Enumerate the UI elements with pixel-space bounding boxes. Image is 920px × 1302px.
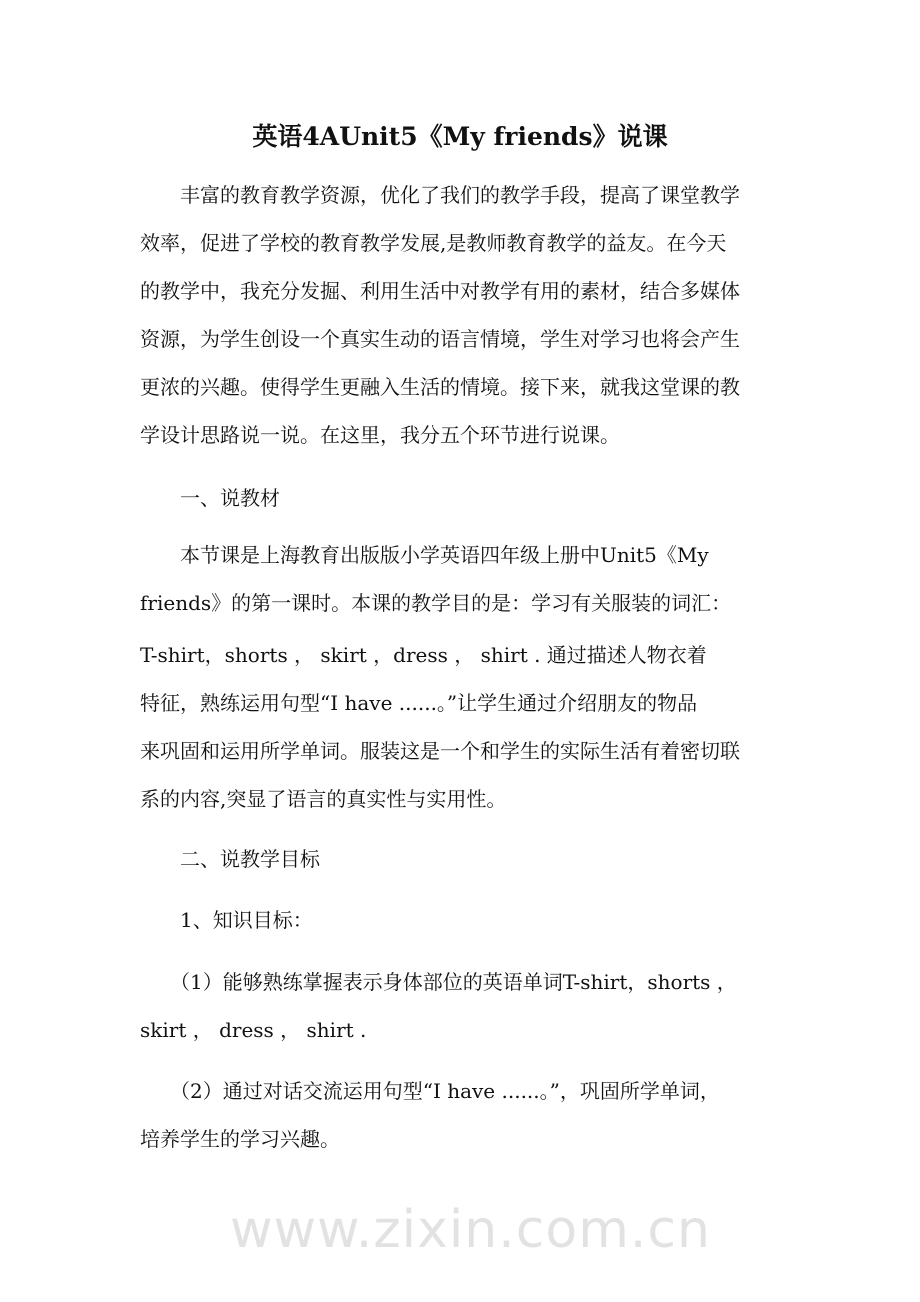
watermark: www.zixin.com.cn [230, 1200, 711, 1260]
paragraph-line: 效率，促进了学校的教育教学发展,是教师教育教学的益友。在今天 [140, 231, 727, 255]
paragraph-line: T-shirt，shorts ， skirt ，dress ， shirt . 通过描述人物衣着 [140, 643, 707, 667]
paragraph-line: 的教学中，我充分发掘、利用生活中对教学有用的素材，结合多媒体 [140, 279, 740, 303]
list-item-line: skirt ， dress ， shirt . [140, 1018, 367, 1042]
paragraph-line: 本节课是上海教育出版版小学英语四年级上册中Unit5《My [140, 543, 709, 567]
paragraph-line: 来巩固和运用所学单词。服装这是一个和学生的实际生活有着密切联 [140, 739, 740, 763]
paragraph-line: 更浓的兴趣。使得学生更融入生活的情境。接下来，就我这堂课的教 [140, 375, 740, 399]
paragraph-line: 学设计思路说一说。在这里，我分五个环节进行说课。 [140, 423, 620, 447]
list-item-line: 培养学生的学习兴趣。 [140, 1127, 340, 1151]
subsection-heading: 1、知识目标： [140, 908, 313, 932]
paragraph-line: 丰富的教育教学资源，优化了我们的教学手段，提高了课堂教学 [140, 183, 740, 207]
section-heading: 一、说教材 [140, 486, 280, 510]
list-item-line: （2）通过对话交流运用句型“I have ......。”，巩固所学单词， [140, 1079, 720, 1103]
paragraph-line: 系的内容,突显了语言的真实性与实用性。 [140, 787, 507, 811]
paragraph-line: friends》的第一课时。本课的教学目的是：学习有关服装的词汇： [140, 591, 732, 615]
paragraph-line: 特征，熟练运用句型“I have ......。”让学生通过介绍朋友的物品 [140, 691, 698, 715]
section-heading: 二、说教学目标 [140, 847, 320, 871]
document-title: 英语4AUnit5《My friends》说课 [252, 122, 668, 151]
list-item-line: （1）能够熟练掌握表示身体部位的英语单词T-shirt，shorts ， [140, 970, 737, 994]
paragraph-line: 资源，为学生创设一个真实生动的语言情境，学生对学习也将会产生 [140, 327, 740, 351]
